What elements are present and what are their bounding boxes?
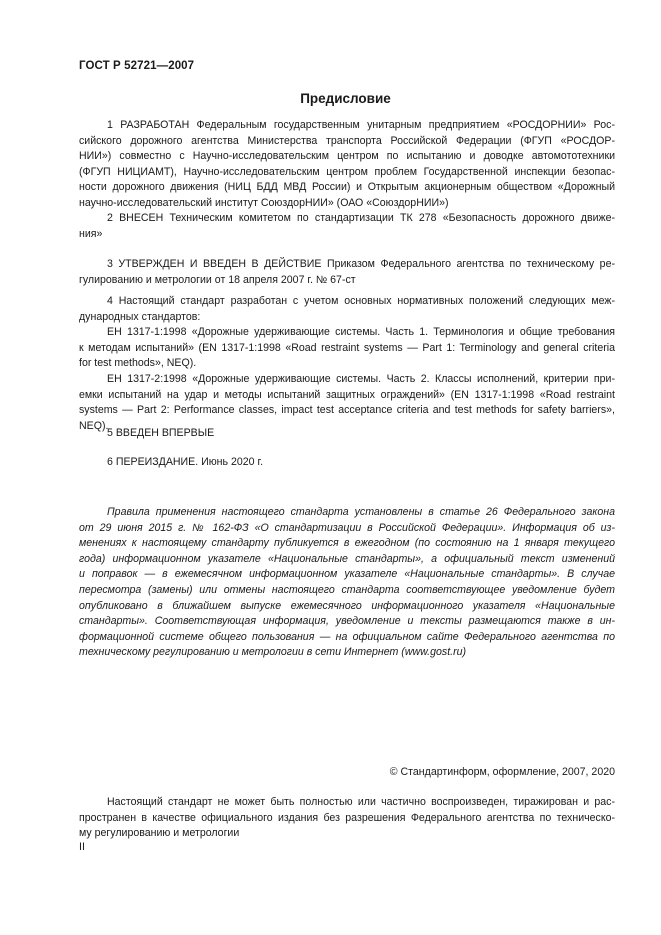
document-code: ГОСТ Р 52721—2007 [79,60,195,72]
foreword-item-1 [79,118,615,212]
text-line: му регулированию и метрологии [79,827,240,840]
text-line: ния» [79,227,103,240]
text-line: гулированию и метрологии от 18 апреля 2007 г. № 67-ст [79,273,356,286]
text-line: НИИ») совместно с Научно-исследовательским центром по испытанию и доводке автомототехники [79,150,615,163]
text-line: (ФГУП НИЦИАМТ), Научно-исследовательским центром проблем Государственной инспекции безопас- [79,165,615,178]
foreword-item-5 [79,426,615,442]
text-line: systems — Part 2: Performance classes, impact test acceptance criteria and test methods for safety barriers», [79,404,615,417]
copyright-notice: © Стандартинформ, оформление, 2007, 2020 [389,766,615,778]
text-line: 4 Настоящий стандарт разработан с учетом основных нормативных положений следующих меж- [107,295,615,307]
text-line: от 29 июня 2015 г. № 162-ФЗ «О стандартизации в Российской Федерации». Информация об из- [79,521,615,534]
text-line: NEQ). [79,419,109,432]
text-line: Правила применения настоящего стандарта установлены в статье 26 Федерального закона [107,506,615,518]
text-line: научно-исследовательский институт СоюздорНИИ» (ОАО «СоюздорНИИ») [79,196,449,209]
text-line: ЕН 1317-2:1998 «Дорожные удерживающие системы. Часть 2. Классы исполнений, критерии при- [107,372,615,385]
page-number: II [79,841,85,853]
text-line: и поправок — в ежемесячном информационном указателе «Национальные стандарты». В случае [79,568,615,581]
foreword-item-6 [79,455,615,471]
text-line: к методам испытаний» (EN 1317-1:1998 «Road restraint systems — Part 1: Terminology and general criteria [79,341,615,354]
text-line: пересмотра (замены) или отмены настоящего стандарта соответствующее уведомление будет [79,583,615,596]
rules-note [79,505,615,661]
foreword-item-4 [79,294,615,434]
text-line: ЕН 1317-1:1998 «Дорожные удерживающие системы. Часть 1. Терминология и общие требования [107,326,615,339]
text-line: Настоящий стандарт не может быть полностью или частично воспроизведен, тиражирован и рас- [107,796,615,808]
text-line: емки испытаний на удар и методы испытаний защитных ограждений» (EN 1317-1:1998 «Road restraint [79,388,615,401]
foreword-item-2 [79,211,615,242]
reproduction-note [79,795,615,842]
text-line: года) информационном указателе «Национальные стандарты», а официальный текст изменений [79,552,615,565]
page-title: Предисловие [300,91,391,106]
text-line: 1 РАЗРАБОТАН Федеральным государственным унитарным предприятием «РОСДОРНИИ» Рос- [107,119,615,131]
text-line: техническому регулированию и метрологии в сети Интернет (www.gost.ru) [79,646,467,659]
text-line: сийского дорожного агентства Министерства транспорта Российской Федерации (ФГУП «РОСДОР- [79,134,615,147]
text-line: 5 ВВЕДЕН ВПЕРВЫЕ [107,427,215,439]
text-line: ности дорожного движения (НИЦ БДД МВД России) и Открытым акционерным обществом «Дорожный [79,181,615,194]
text-line: 3 УТВЕРЖДЕН И ВВЕДЕН В ДЕЙСТВИЕ Приказом Федерального агентства по техническому ре- [107,258,615,270]
text-line: 2 ВНЕСЕН Техническим комитетом по стандартизации ТК 278 «Безопасность дорожного движе- [107,212,615,224]
text-line: формационной системе общего пользования — на официальном сайте Федерального агентства по [79,630,615,643]
text-line: опубликовано в ближайшем выпуске ежемесячного информационного указателя «Национальные [79,599,615,612]
text-line: пространен в качестве официального издания без разрешения Федерального агентства по техническо- [79,811,615,824]
text-line: 6 ПЕРЕИЗДАНИЕ. Июнь 2020 г. [107,456,264,468]
text-line: стандарты». Соответствующая информация, уведомление и тексты размещаются также в ин- [79,615,615,628]
text-line: for test methods», NEQ). [79,357,197,370]
foreword-item-3 [79,257,615,288]
text-line: менениях к настоящему стандарту публикуется в ежегодном (по состоянию на 1 января текущего [79,537,615,550]
text-line: дународных стандартов: [79,310,201,323]
